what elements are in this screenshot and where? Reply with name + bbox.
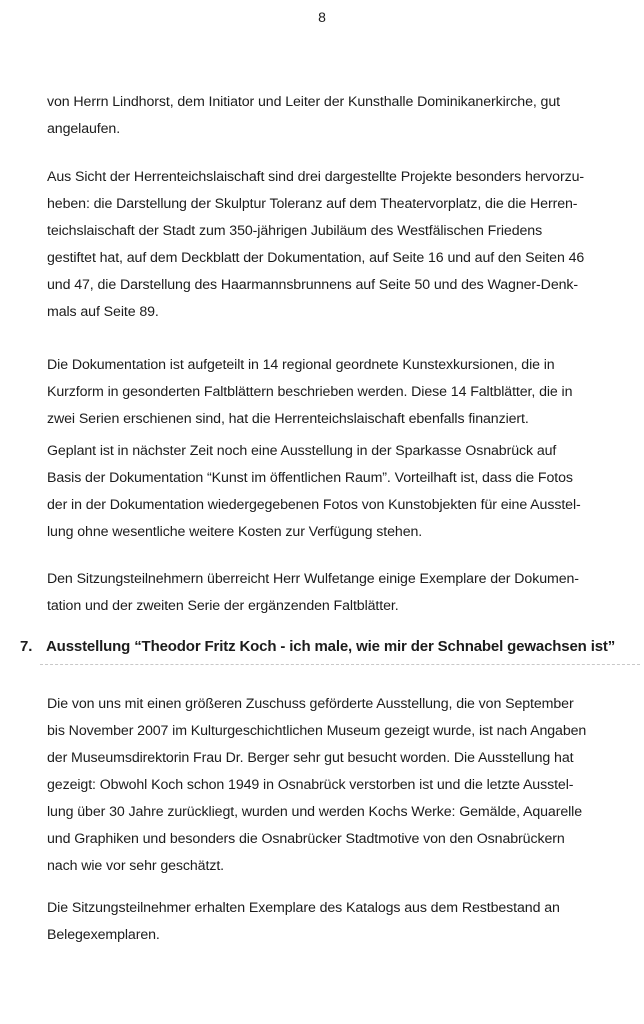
text-line: Die Sitzungsteilnehmer erhalten Exemplare des Katalogs aus dem Restbestand an [47, 900, 560, 916]
paragraph-documentation-structure [47, 352, 627, 433]
text-line: und Graphiken und besonders die Osnabrücker Stadtmotive von den Osnabrückern [47, 831, 565, 847]
section-title: Ausstellung “Theodor Fritz Koch - ich male, wie mir der Schnabel gewachsen ist” [46, 638, 616, 655]
text-line: gezeigt: Obwohl Koch schon 1949 in Osnabrück verstorben ist und die letzte Ausstel- [47, 777, 574, 793]
paragraph-koch-exhibition [47, 691, 627, 880]
text-line: der Museumsdirektorin Frau Dr. Berger sehr gut besucht worden. Die Ausstellung hat [47, 750, 574, 766]
text-line: bis November 2007 im Kulturgeschichtlichen Museum gezeigt wurde, ist nach Angaben [47, 723, 587, 739]
text-line: und 47, die Darstellung des Haarmannsbrunnens auf Seite 50 und des Wagner-Denk- [47, 277, 579, 293]
text-line: angelaufen. [47, 121, 121, 137]
text-line: zwei Serien erschienen sind, hat die Herrenteichslaischaft ebenfalls finanziert. [47, 411, 529, 427]
text-line: von Herrn Lindhorst, dem Initiator und Leiter der Kunsthalle Dominikanerkirche, gut [47, 94, 560, 110]
section-heading [20, 636, 640, 658]
text-line: Geplant ist in nächster Zeit noch eine Ausstellung in der Sparkasse Osnabrück auf [47, 443, 557, 459]
paragraph-catalog-copies [47, 895, 627, 949]
text-line: Die von uns mit einen größeren Zuschuss geförderte Ausstellung, die von September [47, 696, 574, 712]
text-line: Aus Sicht der Herrenteichslaischaft sind drei dargestellte Projekte besonders hervorzu- [47, 169, 584, 185]
text-line: heben: die Darstellung der Skulptur Toleranz auf dem Theatervorplatz, die die Herren- [47, 196, 578, 212]
paragraph-handout [47, 566, 627, 620]
text-line: nach wie vor sehr geschätzt. [47, 858, 224, 874]
paragraph-continuation [47, 89, 627, 143]
text-line: Basis der Dokumentation “Kunst im öffentlichen Raum”. Vorteilhaft ist, dass die Fotos [47, 470, 573, 486]
section-number: 7. [20, 638, 33, 655]
text-line: der in der Dokumentation wiedergegebenen Fotos von Kunstobjekten für eine Ausstel- [47, 497, 581, 513]
paragraph-planned-exhibition [47, 438, 627, 546]
text-line: Die Dokumentation ist aufgeteilt in 14 regional geordnete Kunstexkursionen, die in [47, 357, 555, 373]
text-line: teichslaischaft der Stadt zum 350-jährigen Jubiläum des Westfälischen Friedens [47, 223, 543, 239]
text-line: tation und der zweiten Serie der ergänzenden Faltblätter. [47, 598, 399, 614]
page-number: 8 [318, 9, 326, 25]
text-line: mals auf Seite 89. [47, 304, 159, 320]
text-line: lung über 30 Jahre zurückliegt, wurden und werden Kochs Werke: Gemälde, Aquarelle [47, 804, 583, 820]
section-divider [40, 664, 640, 665]
text-line: gestiftet hat, auf dem Deckblatt der Dokumentation, auf Seite 16 und auf den Seiten 46 [47, 250, 585, 266]
paragraph-highlighted-projects [47, 164, 627, 326]
text-line: Belegexemplaren. [47, 927, 160, 943]
text-line: lung ohne wesentliche weitere Kosten zur Verfügung stehen. [47, 524, 423, 540]
text-line: Den Sitzungsteilnehmern überreicht Herr Wulfetange einige Exemplare der Dokumen- [47, 571, 579, 587]
text-line: Kurzform in gesonderten Faltblättern beschrieben werden. Diese 14 Faltblätter, die in [47, 384, 573, 400]
